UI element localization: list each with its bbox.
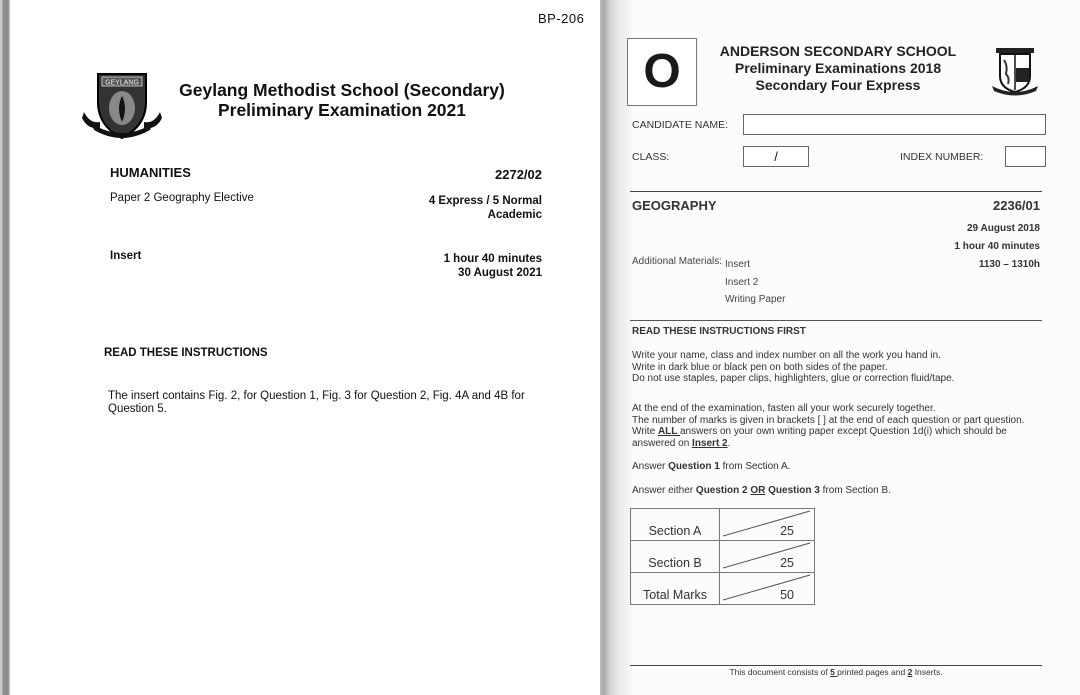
material-item: Insert 2 xyxy=(725,276,759,288)
level: Secondary Four Express xyxy=(755,77,921,93)
material-item: Insert xyxy=(725,259,751,270)
subject-title: GEOGRAPHY xyxy=(632,198,717,213)
instruction-line-insert2: answered on Insert 2. xyxy=(632,437,731,449)
marks-value: 25 xyxy=(780,556,794,570)
paper-letter-box xyxy=(627,38,697,106)
instructions-heading: READ THESE INSTRUCTIONS FIRST xyxy=(632,326,806,337)
footer-divider xyxy=(630,665,1042,666)
marks-value-cell xyxy=(720,573,815,605)
divider xyxy=(630,191,1042,192)
anderson-crest-icon xyxy=(990,46,1040,96)
divider xyxy=(630,320,1042,321)
paper-code: 2236/01 xyxy=(993,198,1040,213)
marks-value-cell xyxy=(720,509,815,541)
left-page-edge xyxy=(0,0,10,695)
footer-note: This document consists of 5 printed pages and 2 Inserts. xyxy=(729,667,943,677)
marks-label: Total Marks xyxy=(631,573,720,605)
material-item: Writing Paper xyxy=(725,294,786,305)
instructions-line-1: The insert contains Fig. 2, for Question 1, Fig. 3 for Question 2, Fig. 4A and 4B for xyxy=(108,390,525,402)
paper-letter: O xyxy=(643,45,681,98)
candidate-name-label: CANDIDATE NAME: xyxy=(632,119,729,131)
left-page xyxy=(10,0,600,695)
instruction-line-write-all: Write ALL answers on your own writing paper except Question 1d(i) which should be xyxy=(632,426,1007,437)
paper-code: 2272/02 xyxy=(495,167,542,182)
document-code: BP-206 xyxy=(538,11,585,26)
materials-label: Additional Materials: xyxy=(632,256,723,267)
marks-value: 50 xyxy=(780,588,794,602)
school-name: Geylang Methodist School (Secondary) xyxy=(179,80,505,100)
svg-text:GEYLANG: GEYLANG xyxy=(105,79,139,87)
table-row xyxy=(631,509,815,541)
answer-section-a: Answer Question 1 from Section A. xyxy=(632,461,791,472)
instructions-heading: READ THESE INSTRUCTIONS xyxy=(104,347,268,359)
instruction-line: Write in dark blue or black pen on both sides of the paper. xyxy=(632,361,888,373)
subject-title: HUMANITIES xyxy=(110,165,191,180)
duration: 1 hour 40 minutes xyxy=(954,241,1040,252)
answer-section-b: Answer either Question 2 OR Question 3 from Section B. xyxy=(632,485,891,496)
level-line2: Academic xyxy=(487,209,542,221)
exam-date: 29 August 2018 xyxy=(967,223,1040,234)
duration: 1 hour 40 minutes xyxy=(443,253,542,265)
instruction-line: Write your name, class and index number on all the work you hand in. xyxy=(632,350,941,361)
instruction-line: Do not use staples, paper clips, highlighters, glue or correction fluid/tape. xyxy=(632,373,955,384)
exam-title: Preliminary Examinations 2018 xyxy=(734,60,942,76)
candidate-name-field[interactable] xyxy=(743,114,1046,135)
instruction-line: At the end of the examination, fasten all your work securely together. xyxy=(632,403,936,414)
table-row xyxy=(631,541,815,573)
marks-value: 25 xyxy=(780,524,794,538)
paper-name: Paper 2 Geography Elective xyxy=(110,192,254,204)
index-number-field[interactable] xyxy=(1005,146,1046,167)
index-number-label: INDEX NUMBER: xyxy=(900,151,984,163)
exam-date: 30 August 2021 xyxy=(458,267,542,279)
level-line1: 4 Express / 5 Normal xyxy=(428,195,542,207)
doc-type: Insert xyxy=(110,250,142,262)
geylang-crest-icon xyxy=(82,68,162,140)
class-field[interactable]: / xyxy=(743,146,809,167)
instruction-line: The number of marks is given in brackets [ ] at the end of each question or part question. xyxy=(632,414,1025,426)
table-row xyxy=(631,573,815,605)
exam-time: 1130 – 1310h xyxy=(978,259,1040,270)
school-name: ANDERSON SECONDARY SCHOOL xyxy=(719,43,957,59)
right-page xyxy=(632,0,1080,695)
class-label: CLASS: xyxy=(632,151,670,163)
exam-title: Preliminary Examination 2021 xyxy=(217,100,467,120)
marks-table xyxy=(630,508,815,605)
marks-label: Section B xyxy=(631,541,720,573)
instructions-line-2: Question 5. xyxy=(108,403,167,415)
marks-label: Section A xyxy=(631,509,720,541)
marks-value-cell xyxy=(720,541,815,573)
